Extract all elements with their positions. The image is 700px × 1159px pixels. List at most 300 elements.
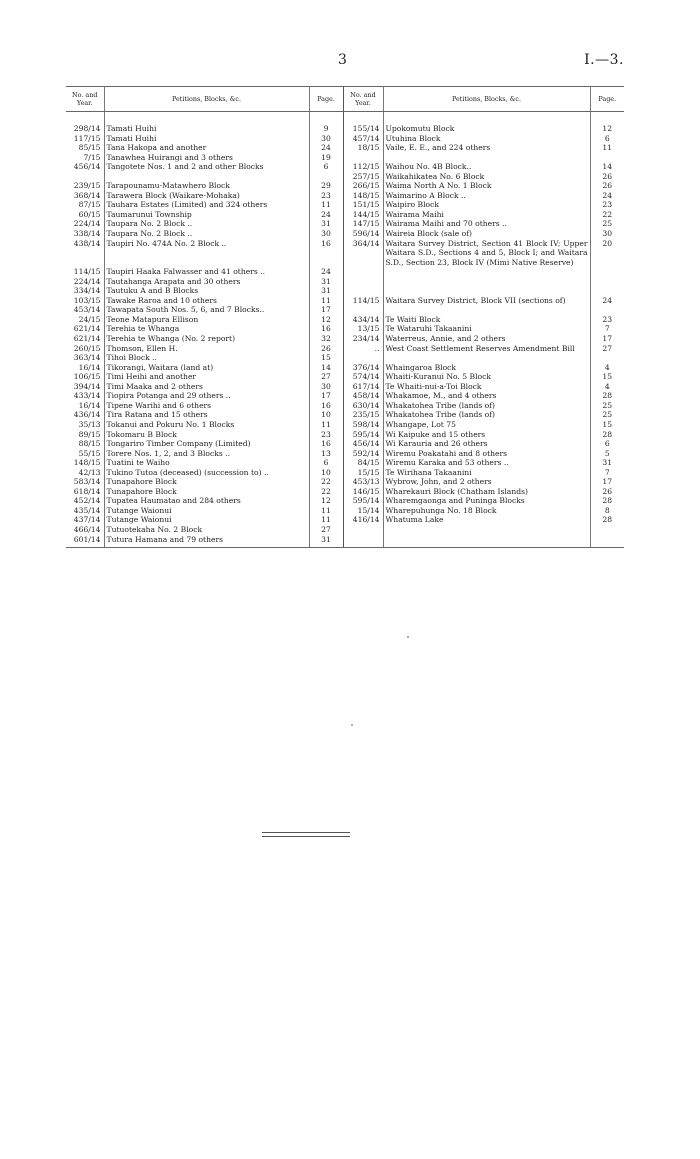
entry-page: 23 [309, 191, 343, 201]
entry-name: Tutange Waionui [104, 506, 309, 516]
entry-number: 630/14 [343, 401, 383, 411]
entry-number: 106/15 [66, 372, 104, 382]
entry-page: 17 [602, 477, 613, 487]
entry-number: 84/15 [343, 458, 383, 468]
entry-number: 148/15 [66, 458, 104, 468]
entry-name: Tokomaru B Block [104, 430, 309, 440]
empty-cell [383, 277, 590, 287]
entry-number: 42/13 [66, 468, 104, 478]
entry-page: 5 [604, 448, 610, 458]
entry-name: Tamati Huihi [104, 134, 309, 144]
entry-name: Wharepuhunga No. 18 Block [383, 506, 590, 516]
entry-number: 583/14 [66, 477, 104, 487]
entry-page: 24 [602, 295, 613, 305]
table-row [66, 124, 624, 134]
col-header-petitions-right: Petitions, Blocks, &c. [383, 87, 590, 112]
entry-number: 376/14 [343, 363, 383, 373]
entry-name: Tongariro Timber Company (Limited) [104, 439, 309, 449]
entry-name: Waitara Survey District, Section 41 Block IV; Upper Waitara S.D., Sections 4 and 5, Block I; and Waitara S.D., Section 23, Block IV (Mimi Native Reserve) [383, 239, 590, 268]
entry-page: 24 [309, 267, 343, 277]
entry-number: 234/14 [343, 334, 383, 344]
entry-number: 112/15 [343, 162, 383, 172]
entry-number: 595/14 [343, 496, 383, 506]
entry-name: Wi Karauria and 26 others [383, 439, 590, 449]
entry-number: 224/14 [66, 277, 104, 287]
entry-name: Te Wataruhi Takaanini [383, 324, 590, 334]
entry-page: 31 [309, 535, 343, 548]
entry-number: 596/14 [343, 229, 383, 239]
entry-name: Tuatini te Waiho [104, 458, 309, 468]
table-row [66, 172, 624, 182]
table-row [66, 410, 624, 420]
entry-number: 15/14 [343, 506, 383, 516]
entry-name: Tawake Raroa and 10 others [104, 296, 309, 306]
table-row [66, 477, 624, 487]
entry-number: 87/15 [66, 200, 104, 210]
entry-name: Wharekauri Block (Chatham Islands) [383, 487, 590, 497]
entry-name: Whakatohea Tribe (lands of) [383, 401, 590, 411]
entry-page: 8 [604, 505, 610, 515]
page-number: 3 [338, 52, 347, 68]
entry-number: 117/15 [66, 134, 104, 144]
empty-cell [104, 172, 309, 182]
entry-number: 452/14 [66, 496, 104, 506]
col-header-page: Page. [309, 87, 343, 112]
table-row [66, 372, 624, 382]
table-header-row [66, 87, 624, 112]
entry-name: Tamati Huihi [104, 124, 309, 134]
empty-cell [343, 353, 383, 363]
table-row [66, 191, 624, 201]
entry-number: 363/14 [66, 353, 104, 363]
entry-name: Waikahikatea No. 6 Block [383, 172, 590, 182]
entry-page: 28 [602, 429, 613, 439]
entry-number: 16/14 [66, 401, 104, 411]
entry-page: 30 [309, 382, 343, 392]
entry-number: 18/15 [343, 143, 383, 153]
table-row [66, 229, 624, 239]
entry-page: 17 [602, 334, 613, 344]
empty-cell [590, 535, 624, 548]
table-row [66, 315, 624, 325]
entry-page: 7 [604, 324, 610, 334]
entry-name: Tira Ratana and 15 others [104, 410, 309, 420]
page-header [0, 52, 700, 72]
empty-cell [383, 267, 590, 277]
entry-page: 30 [602, 229, 613, 239]
entry-page: 16 [309, 401, 343, 411]
entry-number: 239/15 [66, 181, 104, 191]
entry-number: 257/15 [343, 172, 383, 182]
entry-name: Taupiri No. 474A No. 2 Block .. [104, 239, 309, 268]
entry-number: 85/15 [66, 143, 104, 153]
table-row [66, 449, 624, 459]
entry-name: Taumarunui Township [104, 210, 309, 220]
entry-name: Tarawera Block (Waikare-Mohaka) [104, 191, 309, 201]
entry-number: 260/15 [66, 344, 104, 354]
end-rule [262, 832, 350, 833]
col-header-page-right: Page. [590, 87, 624, 112]
table-row [66, 267, 624, 277]
empty-cell [343, 535, 383, 548]
spacer-cell [383, 112, 590, 125]
empty-cell [66, 172, 104, 182]
entry-name: Waima North A No. 1 Block [383, 181, 590, 191]
entry-page: 26 [602, 181, 613, 191]
entry-number: 617/14 [343, 382, 383, 392]
entry-name: Wharemgaonga and Puninga Blocks [383, 496, 590, 506]
entry-page: 31 [309, 277, 343, 287]
empty-cell [383, 535, 590, 548]
entry-name: Whaiti-Kuranui No. 5 Block [383, 372, 590, 382]
entry-number: 151/15 [343, 200, 383, 210]
entry-number: 224/14 [66, 219, 104, 229]
entry-page: 16 [309, 439, 343, 449]
empty-cell [343, 286, 383, 296]
table-row [66, 334, 624, 344]
entry-page: 30 [309, 134, 343, 144]
entry-number: 15/15 [343, 468, 383, 478]
entry-name: Taupiri Haaka Falwasser and 41 others .. [104, 267, 309, 277]
table-row [66, 420, 624, 430]
entry-page: 6 [309, 162, 343, 172]
entry-number: 453/13 [343, 477, 383, 487]
table-row [66, 162, 624, 172]
entry-name: Tukino Tutoa (deceased) (succession to) .. [104, 468, 309, 478]
entry-page: 26 [602, 486, 613, 496]
entry-page: 28 [602, 391, 613, 401]
entry-page: 15 [602, 372, 613, 382]
entry-number: 438/14 [66, 239, 104, 268]
empty-cell [590, 286, 624, 296]
entry-name: Teone Matapura Ellison [104, 315, 309, 325]
entry-page: 24 [602, 190, 613, 200]
entry-name: Tautuku A and B Blocks [104, 286, 309, 296]
entry-number: 453/14 [66, 305, 104, 315]
entry-page: 20 [602, 238, 613, 248]
entry-page: 29 [309, 181, 343, 191]
entry-page: 10 [309, 410, 343, 420]
col-header-petitions: Petitions, Blocks, &c. [104, 87, 309, 112]
empty-cell [383, 525, 590, 535]
entry-number: 334/14 [66, 286, 104, 296]
entry-page: 14 [602, 162, 613, 172]
entry-number: 338/14 [66, 229, 104, 239]
entry-name: Tautahanga Arapata and 30 others [104, 277, 309, 287]
entry-page: 13 [309, 449, 343, 459]
empty-cell [309, 172, 343, 182]
entry-number: 416/14 [343, 515, 383, 525]
entry-page: 30 [309, 229, 343, 239]
entry-name: Taupara No. 2 Block .. [104, 219, 309, 229]
entry-name: Wybrow, John, and 2 others [383, 477, 590, 487]
entry-page: 26 [309, 344, 343, 354]
entry-name: Waihou No. 4B Block.. [383, 162, 590, 172]
entry-page: 23 [309, 430, 343, 440]
entry-number: 235/15 [343, 410, 383, 420]
table-row [66, 239, 624, 268]
entry-page: 12 [602, 124, 613, 133]
entry-page: 23 [602, 314, 613, 324]
spacer-cell [66, 112, 104, 125]
table-row [66, 200, 624, 210]
entry-number: 592/14 [343, 449, 383, 459]
table-row [66, 277, 624, 287]
entry-name: Te Wirihana Takaanini [383, 468, 590, 478]
entry-number: 456/14 [66, 162, 104, 172]
entry-page: 11 [602, 143, 613, 153]
empty-cell [343, 153, 383, 163]
entry-page: 17 [309, 391, 343, 401]
entry-number: 88/15 [66, 439, 104, 449]
table-row [66, 286, 624, 296]
entry-number: 574/14 [343, 372, 383, 382]
entry-name: Tawapata South Nos. 5, 6, and 7 Blocks.. [104, 305, 309, 315]
end-rule [262, 836, 350, 837]
table-row [66, 401, 624, 411]
entry-name: Tunapahore Block [104, 477, 309, 487]
entry-page: 25 [602, 400, 613, 410]
entry-number: 24/15 [66, 315, 104, 325]
entry-name: Vaile, E. E., and 224 others [383, 143, 590, 153]
table-row [66, 430, 624, 440]
entry-number: 266/15 [343, 181, 383, 191]
entry-name: Wiremu Karaka and 53 others .. [383, 458, 590, 468]
table-row [66, 382, 624, 392]
entry-name: Tutura Hamana and 79 others [104, 535, 309, 548]
table-row [66, 391, 624, 401]
table-row [66, 515, 624, 525]
entry-page: 11 [309, 506, 343, 516]
empty-cell [590, 305, 624, 315]
table-row [66, 143, 624, 153]
entry-number: 466/14 [66, 525, 104, 535]
table-row [66, 496, 624, 506]
entry-page: 6 [604, 133, 610, 143]
entry-name: Wairama Maihi [383, 210, 590, 220]
entry-number: 7/15 [66, 153, 104, 163]
entry-number: 60/15 [66, 210, 104, 220]
entry-number: 35/13 [66, 420, 104, 430]
table-row [66, 210, 624, 220]
entry-page: 12 [309, 496, 343, 506]
empty-cell [590, 153, 624, 163]
entry-number: 55/15 [66, 449, 104, 459]
table-row [66, 535, 624, 548]
table-row [66, 181, 624, 191]
entry-number: 433/14 [66, 391, 104, 401]
table-row [66, 506, 624, 516]
entry-page: 23 [602, 200, 613, 210]
empty-cell [343, 305, 383, 315]
entry-number: 103/15 [66, 296, 104, 306]
table-row [66, 487, 624, 497]
entry-page: 22 [309, 477, 343, 487]
table-row [66, 458, 624, 468]
entry-page: 16 [309, 239, 343, 268]
entry-number: 621/14 [66, 324, 104, 334]
entry-name: Te Waiti Block [383, 315, 590, 325]
entry-name: Tunapahore Block [104, 487, 309, 497]
entry-number: 595/14 [343, 430, 383, 440]
entry-name: Waimarino A Block .. [383, 191, 590, 201]
entry-name: Whatuma Lake [383, 515, 590, 525]
entry-name: Whangape, Lot 75 [383, 420, 590, 430]
entry-page: 9 [309, 124, 343, 134]
table-row [66, 305, 624, 315]
entry-name: Waterreus, Annie, and 2 others [383, 334, 590, 344]
entry-page: 16 [309, 324, 343, 334]
entry-name: Tana Hakopa and another [104, 143, 309, 153]
entry-name: Tangotete Nos. 1 and 2 and other Blocks [104, 162, 309, 172]
entry-number: 456/14 [343, 439, 383, 449]
entry-number: 394/14 [66, 382, 104, 392]
entry-name: Waireia Block (sale of) [383, 229, 590, 239]
entry-name: Utuhina Block [383, 134, 590, 144]
empty-cell [343, 267, 383, 277]
entry-number: 621/14 [66, 334, 104, 344]
entry-name: Torere Nos. 1, 2, and 3 Blocks .. [104, 449, 309, 459]
entry-name: Tauhara Estates (Limited) and 324 others [104, 200, 309, 210]
entry-name: Te Whaiti-nui-a-Toi Block [383, 382, 590, 392]
table-row [66, 468, 624, 478]
table-row [66, 134, 624, 144]
entry-number: 13/15 [343, 324, 383, 334]
entry-page: 22 [602, 209, 613, 219]
entry-page: 12 [309, 315, 343, 325]
spacer-cell [309, 112, 343, 125]
spacer-cell [343, 112, 383, 125]
empty-cell [590, 353, 624, 363]
entry-page: 11 [309, 200, 343, 210]
entry-number: 155/14 [343, 124, 383, 134]
spacer-cell [590, 112, 624, 125]
entry-name: Tutuotekaha No. 2 Block [104, 525, 309, 535]
entry-number: .. [343, 344, 383, 354]
entry-page: 25 [602, 410, 613, 420]
entry-name: Tikorangi, Waitara (land at) [104, 363, 309, 373]
entry-name: Tupatea Haumatao and 284 others [104, 496, 309, 506]
entry-name: Tokanui and Pokuru No. 1 Blocks [104, 420, 309, 430]
entry-name: Wairama Maihi and 70 others .. [383, 219, 590, 229]
entry-page: 4 [604, 362, 610, 372]
entry-number: 436/14 [66, 410, 104, 420]
entry-page: 11 [309, 296, 343, 306]
col-header-number-year: No. and Year. [66, 87, 104, 112]
entry-page: 10 [309, 468, 343, 478]
spacer-cell [104, 112, 309, 125]
entry-page: 19 [309, 153, 343, 163]
petitions-index-table [66, 86, 624, 548]
entry-number: 434/14 [343, 315, 383, 325]
entry-number: 144/15 [343, 210, 383, 220]
document-reference: I.—3. [584, 52, 624, 68]
empty-cell [343, 277, 383, 287]
entry-name: Wiremu Poakatahi and 8 others [383, 449, 590, 459]
entry-name: Waipiro Block [383, 200, 590, 210]
entry-number: 114/15 [66, 267, 104, 277]
entry-number: 89/15 [66, 430, 104, 440]
entry-number: 437/14 [66, 515, 104, 525]
entry-number: 457/14 [343, 134, 383, 144]
empty-cell [383, 286, 590, 296]
empty-cell [383, 353, 590, 363]
table-row [66, 363, 624, 373]
entry-name: Upokomutu Block [383, 124, 590, 134]
empty-cell [590, 277, 624, 287]
entry-page: 24 [309, 210, 343, 220]
entry-name: Terehia te Whanga [104, 324, 309, 334]
entry-name: Whakatohea Tribe (lands of) [383, 410, 590, 420]
stray-ink-dot [351, 724, 353, 726]
entry-page: 24 [309, 143, 343, 153]
table-row [66, 344, 624, 354]
entry-name: Tipene Warihi and 6 others [104, 401, 309, 411]
entry-number: 146/15 [343, 487, 383, 497]
entry-name: Tanawhea Huirangi and 3 others [104, 153, 309, 163]
empty-cell [383, 305, 590, 315]
entry-number: 435/14 [66, 506, 104, 516]
empty-cell [590, 525, 624, 535]
entry-number: 148/15 [343, 191, 383, 201]
entry-page: 27 [309, 525, 343, 535]
empty-cell [590, 267, 624, 277]
empty-cell [343, 525, 383, 535]
entry-page: 6 [604, 439, 610, 449]
entry-page: 15 [602, 419, 613, 429]
table-row [66, 153, 624, 163]
entry-page: 4 [604, 381, 610, 391]
entry-page: 14 [309, 363, 343, 373]
entry-name: Timi Heihi and another [104, 372, 309, 382]
entry-page: 26 [602, 171, 613, 181]
entry-name: Tarapounamu-Matawhero Block [104, 181, 309, 191]
entry-page: 27 [602, 343, 613, 353]
entry-name: Terehia te Whanga (No. 2 report) [104, 334, 309, 344]
entry-name: Timi Maaka and 2 others [104, 382, 309, 392]
entry-page: 22 [309, 487, 343, 497]
table-row [66, 439, 624, 449]
entry-name: Wi Kaipuke and 15 others [383, 430, 590, 440]
entry-page: 28 [602, 515, 613, 525]
entry-page: 11 [309, 420, 343, 430]
table-row [66, 296, 624, 306]
table-row [66, 525, 624, 535]
entry-name: Thomson, Ellen H. [104, 344, 309, 354]
entry-page: 25 [602, 219, 613, 229]
stray-ink-dot [407, 636, 409, 638]
col-header-number-year-right: No. and Year. [343, 87, 383, 112]
entry-page: 11 [309, 515, 343, 525]
entry-number: 598/14 [343, 420, 383, 430]
entry-number: 601/14 [66, 535, 104, 548]
entry-page: 27 [309, 372, 343, 382]
entry-number: 114/15 [343, 296, 383, 306]
entry-name: West Coast Settlement Reserves Amendment Bill [383, 344, 590, 354]
table-body [66, 112, 624, 548]
entry-number: 618/14 [66, 487, 104, 497]
entry-page: 6 [309, 458, 343, 468]
entry-page: 31 [602, 458, 613, 468]
table-row [66, 353, 624, 363]
entry-name: Tiopira Potanga and 29 others .. [104, 391, 309, 401]
entry-page: 32 [309, 334, 343, 344]
entry-number: 298/14 [66, 124, 104, 134]
entry-number: 364/14 [343, 239, 383, 268]
entry-page: 7 [604, 467, 610, 477]
entry-number: 458/14 [343, 391, 383, 401]
entry-number: 16/14 [66, 363, 104, 373]
